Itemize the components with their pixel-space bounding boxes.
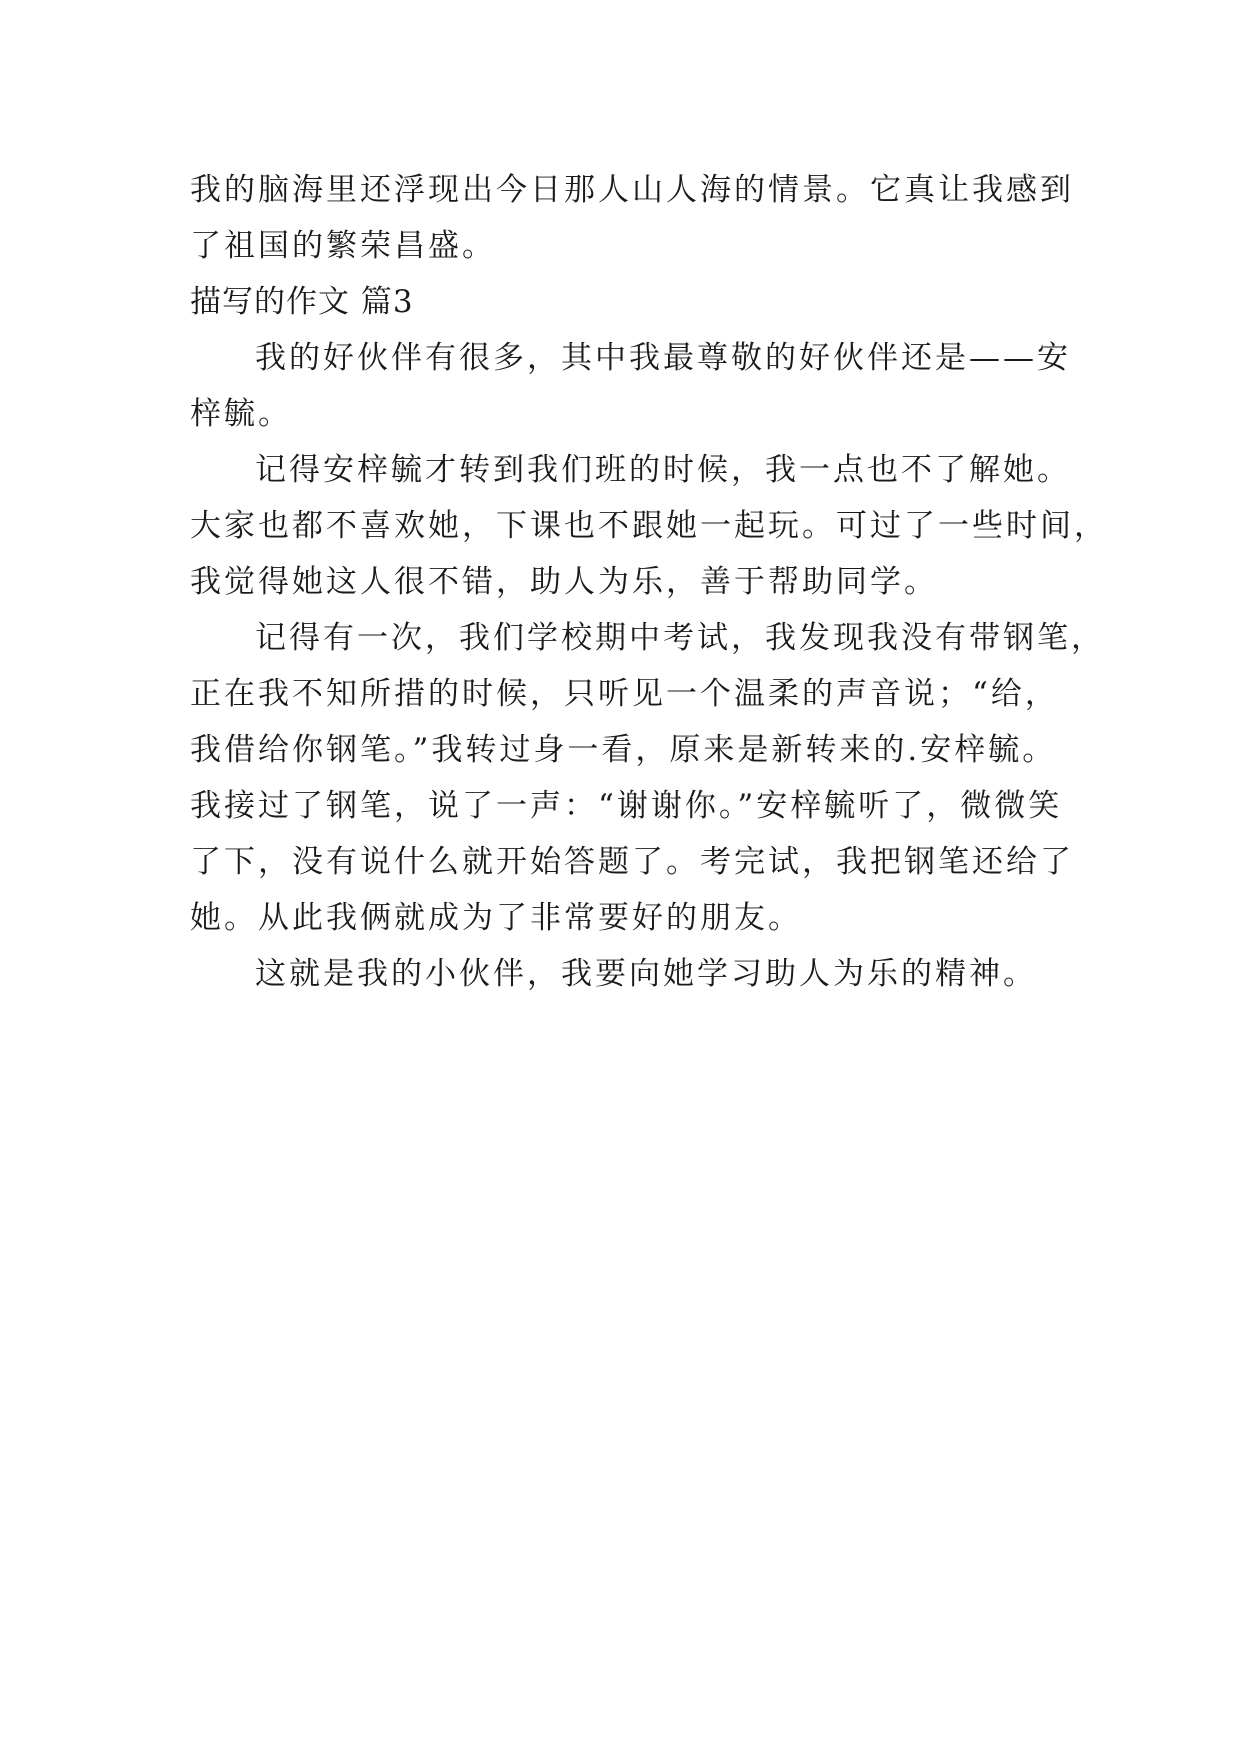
paragraph-1-line-2: 梓毓。 xyxy=(190,396,292,432)
paragraph-3-line-5: 了下，没有说什么就开始答题了。考完试，我把钢笔还给了 xyxy=(190,844,1074,880)
paragraph-2-line-2: 大家也都不喜欢她，下课也不跟她一起玩。可过了一些时间， xyxy=(190,508,1108,544)
paragraph-1-line-1: 我的好伙伴有很多，其中我最尊敬的好伙伴还是——安 xyxy=(255,340,1071,376)
section-heading: 描写的作文 篇3 xyxy=(190,284,414,320)
paragraph-3-line-1: 记得有一次，我们学校期中考试，我发现我没有带钢笔， xyxy=(255,620,1105,656)
text-line-1: 我的脑海里还浮现出今日那人山人海的情景。它真让我感到 xyxy=(190,172,1074,208)
paragraph-3-line-3: 我借给你钢笔。”我转过身一看，原来是新转来的.安梓毓。 xyxy=(190,732,1057,768)
text-line-2: 了祖国的繁荣昌盛。 xyxy=(190,228,496,264)
paragraph-3-line-6: 她。从此我俩就成为了非常要好的朋友。 xyxy=(190,900,802,936)
document-page xyxy=(190,162,1108,1002)
paragraph-2-line-3: 我觉得她这人很不错，助人为乐，善于帮助同学。 xyxy=(190,564,938,600)
paragraph-4-line-1: 这就是我的小伙伴，我要向她学习助人为乐的精神。 xyxy=(255,956,1037,992)
paragraph-2-line-1: 记得安梓毓才转到我们班的时候，我一点也不了解她。 xyxy=(255,452,1071,488)
paragraph-3-line-4: 我接过了钢笔，说了一声：“谢谢你。”安梓毓听了，微微笑 xyxy=(190,788,1063,824)
paragraph-3-line-2: 正在我不知所措的时候，只听见一个温柔的声音说；“给， xyxy=(190,676,1059,712)
